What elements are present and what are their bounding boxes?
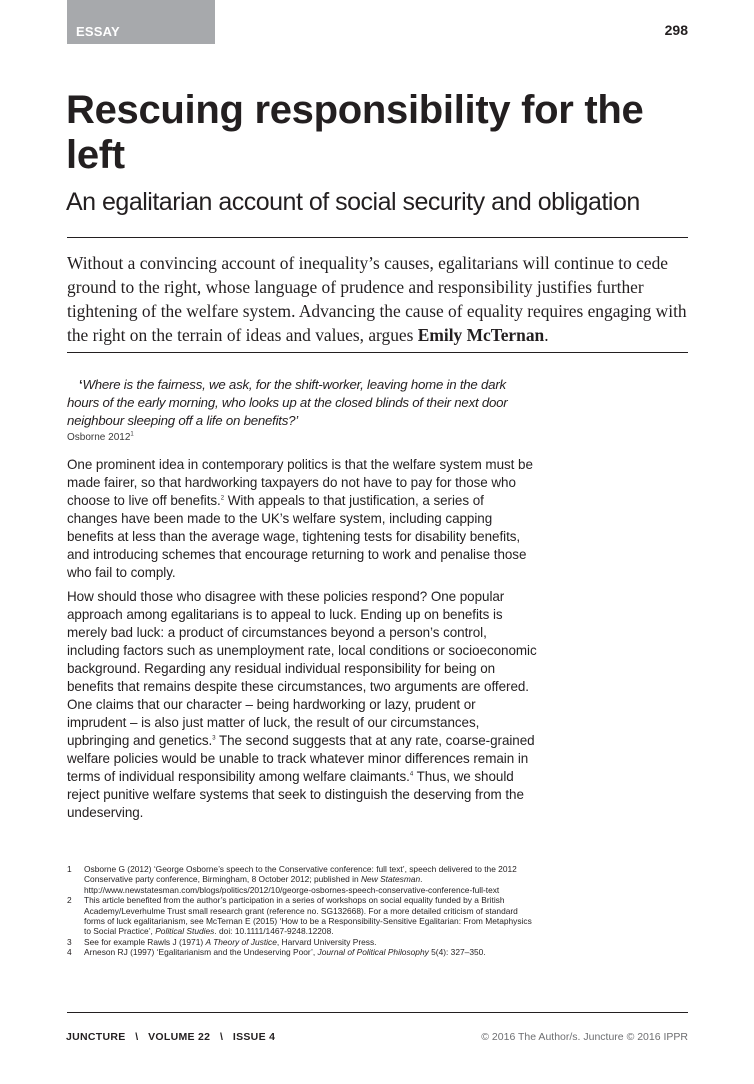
section-tag: ESSAY (67, 0, 215, 44)
footnote-item (67, 895, 537, 937)
footnote-italic: New Statesman (361, 874, 421, 885)
paragraph-2-text-a: How should those who disagree with these policies respond? One popular approach among egalitarians is to appeal to luck. Ending up on benefits is merely bad luck: a product of circumstances beyond a person’s control, including factors such as unemployment rate, local conditions or socioeconomic background. Regarding any residual individual responsibility for being on benefits that remains despite these circumstances, two arguments are offered. One claims that our character – being hardworking or lazy, prudent or imprudent – is also just matter of luck, the result of our circumstances, upbringing and genetics. (67, 589, 537, 748)
standfirst-text: Without a convincing account of inequality’s causes, egalitarians will continue to cede ground to the right, whose language of prudence and responsibility justifies further tightening of the welfare system. Advancing the cause of equality requires engaging with the right on the terrain of ideas and values, argues (67, 253, 687, 345)
footnote-italic: Journal of Political Philosophy (317, 947, 429, 958)
footnote-text: See for example Rawls J (1971) (84, 936, 206, 947)
footer-separator: \ (219, 1031, 224, 1043)
footnote-text-end: . http://www.newstatesman.com/blogs/politics/2012/10/george-osbornes-speech-conservative-conference-full-text (84, 874, 500, 895)
quote-open-mark: ‘ (79, 377, 83, 392)
paragraph-2-text-c: Thus, we should reject punitive welfare systems that seek to distinguish the deserving from the undeserving. (67, 769, 524, 820)
footnote-text-end: , Harvard University Press. (276, 936, 377, 947)
footnote-text: Osborne G (2012) ‘George Osborne’s speech to the Conservative conference: full text’, speech delivered to the 2012 Conservative party conference, Birmingham, 8 October 2012; published in (84, 864, 517, 885)
standfirst-end: . (544, 325, 549, 345)
footnote-ref-1: 1 (130, 431, 134, 438)
footnote-ref-4: 4 (409, 771, 414, 778)
footnote-ref-3: 3 (212, 735, 216, 742)
footnote-item (67, 864, 537, 895)
epigraph-text: Where is the fairness, we ask, for the shift-worker, leaving home in the dark hours of the early morning, who looks up at the closed blinds of their next door neighbour sleeping off a life on benefits? (67, 377, 508, 428)
paragraph-1-text-a: One prominent idea in contemporary politics is that the welfare system must be made fairer, so that hardworking taxpayers do not have to pay for those who choose to live off benefits. (67, 457, 533, 508)
footnote-number: 3 (67, 936, 72, 947)
footnote-number: 4 (67, 947, 72, 958)
standfirst (67, 251, 692, 347)
author-name: Emily McTernan (417, 325, 545, 345)
footnote-ref-2: 2 (220, 495, 225, 502)
epigraph-source (67, 432, 134, 443)
divider-bottom (67, 352, 688, 353)
article-title: Rescuing responsibility for the left (66, 88, 644, 177)
footer-separator: \ (135, 1031, 139, 1043)
footnote-item (67, 947, 537, 957)
footnote-text: Arneson RJ (1997) ‘Egalitarianism and the Undeserving Poor’, (84, 947, 318, 958)
article-subtitle: An egalitarian account of social security and obligation (66, 188, 640, 216)
footnote-number: 2 (67, 895, 72, 906)
quote-close-mark: ’ (295, 413, 298, 428)
footnote-text-end: . doi: 10.1111/1467-9248.12208. (214, 926, 334, 937)
footnote-text-end: 5(4): 327–350. (428, 947, 486, 958)
body-paragraph-1 (67, 456, 537, 582)
footer-copyright: © 2016 The Author/s. Juncture © 2016 IPPR (481, 1031, 688, 1043)
footer-volume: VOLUME 22 (148, 1031, 211, 1043)
footer-journal-info (66, 1031, 275, 1043)
footnote-number: 1 (67, 864, 72, 874)
epigraph-source-text: Osborne 2012 (67, 432, 131, 443)
footnote-italic: A Theory of Justice (205, 936, 277, 947)
epigraph-quote (67, 376, 537, 430)
footer-journal: JUNCTURE (66, 1031, 126, 1043)
page-number: 298 (664, 22, 688, 38)
footer-issue: ISSUE 4 (232, 1031, 276, 1043)
body-paragraph-2 (67, 588, 537, 822)
footnote-item (67, 937, 537, 947)
footnotes-list (67, 864, 537, 958)
footnote-italic: Political Studies (155, 926, 215, 937)
paragraph-1-text-b: With appeals to that justification, a series of changes have been made to the UK’s welfare system, including capping benefits at less than the average wage, tightening tests for disability benefits, and introducing schemes that encourage returning to work and penalise those who fail to comply. (67, 493, 527, 580)
footer-divider (67, 1012, 688, 1013)
paragraph-2-text-b: The second suggests that at any rate, coarse-grained welfare policies would be unable to track whatever minor differences remain in terms of individual responsibility among welfare claimants. (67, 733, 535, 784)
divider-top (67, 237, 688, 238)
footnote-text: This article benefited from the author’s participation in a series of workshops on social equality funded by a British Academy/Leverhulme Trust small research grant (reference no. SG132668). For a more detailed criticism of standard forms of luck egalitarianism, see McTernan E (2015) ‘How to be a Responsibility-Sensitive Egalitarian: From Metaphysics to Social Practice’, (84, 895, 532, 937)
